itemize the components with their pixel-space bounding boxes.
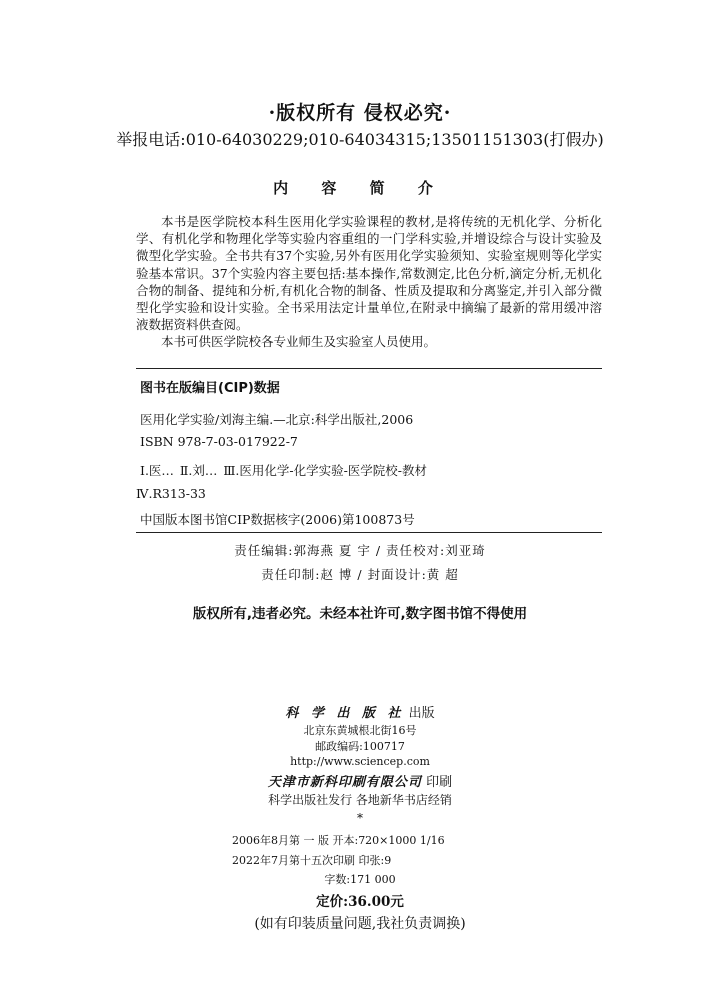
- publisher-address: 北京东黄城根北街16号: [303, 724, 417, 737]
- separator-asterisk: *: [357, 811, 363, 825]
- return-note: (如有印装质量问题,我社负责调换): [254, 916, 466, 932]
- price: 定价:36.00元: [316, 894, 404, 910]
- printer-suffix: 印刷: [426, 775, 453, 790]
- cip-line: 中国版本图书馆CIP数据核字(2006)第100873号: [140, 512, 415, 527]
- cip-line: Ⅳ.R313-33: [136, 486, 206, 501]
- summary-heading: 内 容 简 介: [273, 179, 447, 197]
- cip-top-rule: [136, 368, 602, 369]
- publisher-suffix: 出版: [408, 706, 435, 721]
- report-phone-line: 举报电话:010-64030229;010-64034315;13501151303(打假办): [116, 130, 604, 149]
- summary-paragraph: 本书是医学院校本科生医用化学实验课程的教材,是将传统的无机化学、分析化学、有机化学和物理化学等实验内容重组的一门学科实验,并增设综合与设计实验及微型化学实验。全书共有37个实验,另外有医用化学实验须知、实验室规则等化学实验基本常识。37个实验内容主要包括:基本操作,常数测定,比色分析,滴定分析,无机化合物的制备、提纯和分析,有机化合物的制备、性质及提取和分离鉴定,并引入部分微型化学实验和设计实验。全书采用法定计量单位,在附录中摘编了最新的常用缓冲溶液数据资料供查阅。: [136, 214, 602, 333]
- distributor: 科学出版社发行 各地新华书店经销: [268, 793, 452, 807]
- publisher-url: http://www.sciencep.com: [290, 755, 430, 768]
- summary-body: [136, 213, 602, 351]
- printer-brand: 天津市新科印刷有限公司: [267, 775, 422, 790]
- word-count: 字数:171 000: [324, 873, 396, 886]
- publisher-name: [0, 702, 720, 721]
- cip-isbn: ISBN 978-7-03-017922-7: [140, 434, 298, 449]
- rights-notice: 版权所有,违者必究。未经本社许可,数字图书馆不得使用: [192, 606, 528, 622]
- cip-bottom-rule: [136, 532, 602, 533]
- printing-spec: 2022年7月第十五次印刷 印张:9: [232, 854, 392, 867]
- publisher-brand: 科 学 出 版 社: [285, 706, 405, 721]
- cip-line: Ⅰ.医… Ⅱ.刘… Ⅲ.医用化学-化学实验-医学院校-教材: [140, 463, 428, 478]
- printer-name: [0, 771, 720, 790]
- editor-credits: 责任编辑:郭海燕 夏 宇 / 责任校对:刘亚琦: [234, 543, 486, 558]
- cip-title: 图书在版编目(CIP)数据: [140, 381, 280, 396]
- publisher-postcode: 邮政编码:100717: [315, 740, 405, 753]
- cip-line: 医用化学实验/刘海主编.—北京:科学出版社,2006: [140, 412, 414, 427]
- edition-spec: 2006年8月第 一 版 开本:720×1000 1/16: [232, 834, 445, 847]
- editor-credits: 责任印制:赵 博 / 封面设计:黄 超: [261, 567, 459, 582]
- copyright-title: ·版权所有 侵权必究·: [268, 102, 452, 124]
- summary-paragraph: 本书可供医学院校各专业师生及实验室人员使用。: [161, 334, 437, 350]
